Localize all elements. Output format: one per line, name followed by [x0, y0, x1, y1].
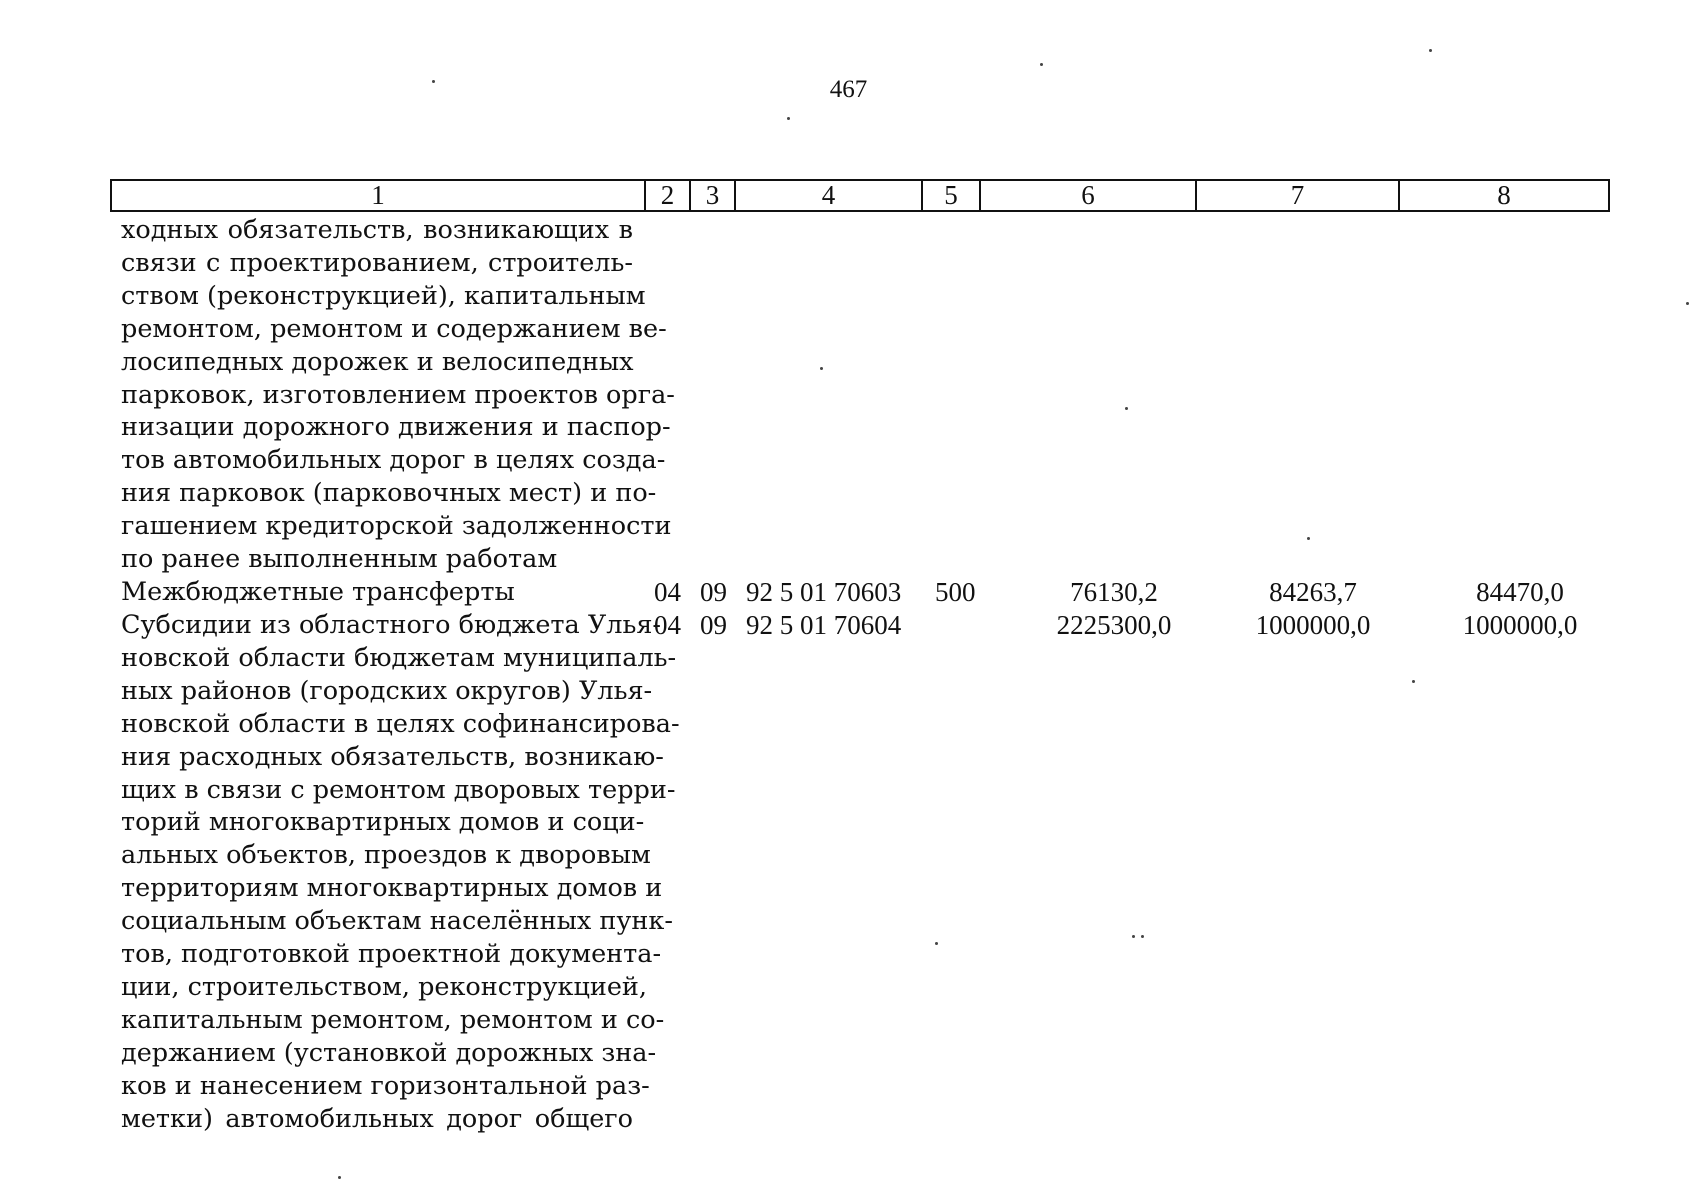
scan-speck — [820, 367, 823, 370]
text-line: по ранее выполненным работам — [121, 544, 558, 575]
header-col-8: 8 — [1497, 180, 1511, 210]
text-line: капитальным ремонтом, ремонтом и со- — [121, 1004, 665, 1035]
cell-amount-col8: 84470,0 — [1476, 577, 1564, 607]
cell-section: 04 — [654, 577, 681, 607]
scan-speck — [1412, 680, 1415, 683]
scan-speck — [1141, 935, 1144, 938]
text-line: тов, подготовкой проектной документа- — [121, 939, 662, 970]
header-col-1: 1 — [112, 181, 646, 210]
header-col-7: 7 — [1197, 181, 1400, 210]
text-line: ния расходных обязательств, возникаю- — [121, 741, 664, 772]
text-line: ных районов (городских округов) Улья- — [121, 675, 653, 706]
cell-amount-col7: 1000000,0 — [1255, 610, 1371, 640]
page-number: 467 — [829, 76, 868, 103]
text-line: держанием (установкой дорожных зна- — [121, 1037, 657, 1068]
header-col-3: 3 — [691, 181, 736, 210]
text-line: социальным объектам населённых пунк- — [121, 906, 673, 937]
text-line: парковок, изготовлением проектов орга- — [121, 379, 675, 410]
text-line: Субсидии из областного бюджета Улья- — [121, 610, 662, 640]
scan-speck — [935, 942, 938, 945]
cell-amount-col8: 1000000,0 — [1462, 610, 1578, 640]
cell-amount-col6: 76130,2 — [1070, 577, 1158, 607]
header-col-5: 5 — [923, 181, 981, 210]
cell-amount-col6: 2225300,0 — [1056, 610, 1172, 640]
scan-speck — [338, 1176, 341, 1179]
text-line: ции, строительством, реконструкцией, — [121, 971, 648, 1002]
scan-speck — [787, 117, 790, 120]
text-line: ством (реконструкцией), капитальным — [121, 280, 646, 311]
scan-speck — [432, 80, 435, 83]
scan-speck — [1132, 935, 1135, 938]
text-line: гашением кредиторской задолженности — [121, 511, 672, 542]
text-line: ходных обязательств, возникающих в — [121, 215, 633, 245]
scan-speck — [1040, 63, 1043, 66]
text-line: лосипедных дорожек и велосипедных — [121, 346, 634, 377]
scan-speck — [1307, 537, 1310, 540]
cell-amount-col7: 84263,7 — [1269, 577, 1357, 607]
text-line: ремонтом, ремонтом и содержанием ве- — [121, 313, 667, 344]
cell-subsection: 09 — [700, 610, 727, 640]
text-line: тов автомобильных дорог в целях созда- — [121, 445, 666, 476]
text-line: ков и нанесением горизонтальной раз- — [121, 1070, 650, 1101]
text-line: Межбюджетные трансферты — [121, 577, 515, 607]
table-header-row — [110, 179, 1610, 212]
cell-subsection: 09 — [700, 577, 727, 607]
header-col-6: 6 — [981, 181, 1197, 210]
row-description-continuation — [121, 214, 675, 576]
text-line: новской области в целях софинансирова- — [121, 708, 680, 739]
text-line: метки) автомобильных дорог общего — [121, 1103, 633, 1134]
cell-section: 04 — [654, 610, 681, 640]
text-line: территориям многоквартирных домов и — [121, 873, 663, 904]
text-line: альных объектов, проездов к дворовым — [121, 840, 651, 871]
text-line: связи с проектированием, строитель- — [121, 247, 633, 278]
text-line: щих в связи с ремонтом дворовых терри- — [121, 774, 676, 805]
cell-target-code: 92 5 01 70604 — [746, 610, 902, 640]
cell-expense-type: 500 — [935, 577, 976, 607]
scan-speck — [1686, 302, 1689, 305]
header-col-4: 4 — [736, 181, 923, 210]
text-line: торий многоквартирных домов и соци- — [121, 807, 645, 838]
cell-target-code: 92 5 01 70603 — [746, 577, 902, 607]
text-line: низации дорожного движения и паспор- — [121, 412, 671, 443]
row-label-mbt — [121, 576, 633, 609]
scan-speck — [1125, 407, 1128, 410]
scan-speck — [1429, 49, 1432, 52]
text-line: ния парковок (парковочных мест) и по- — [121, 478, 657, 509]
header-col-2: 2 — [646, 181, 691, 210]
text-line: новской области бюджетам муниципаль- — [121, 642, 677, 673]
